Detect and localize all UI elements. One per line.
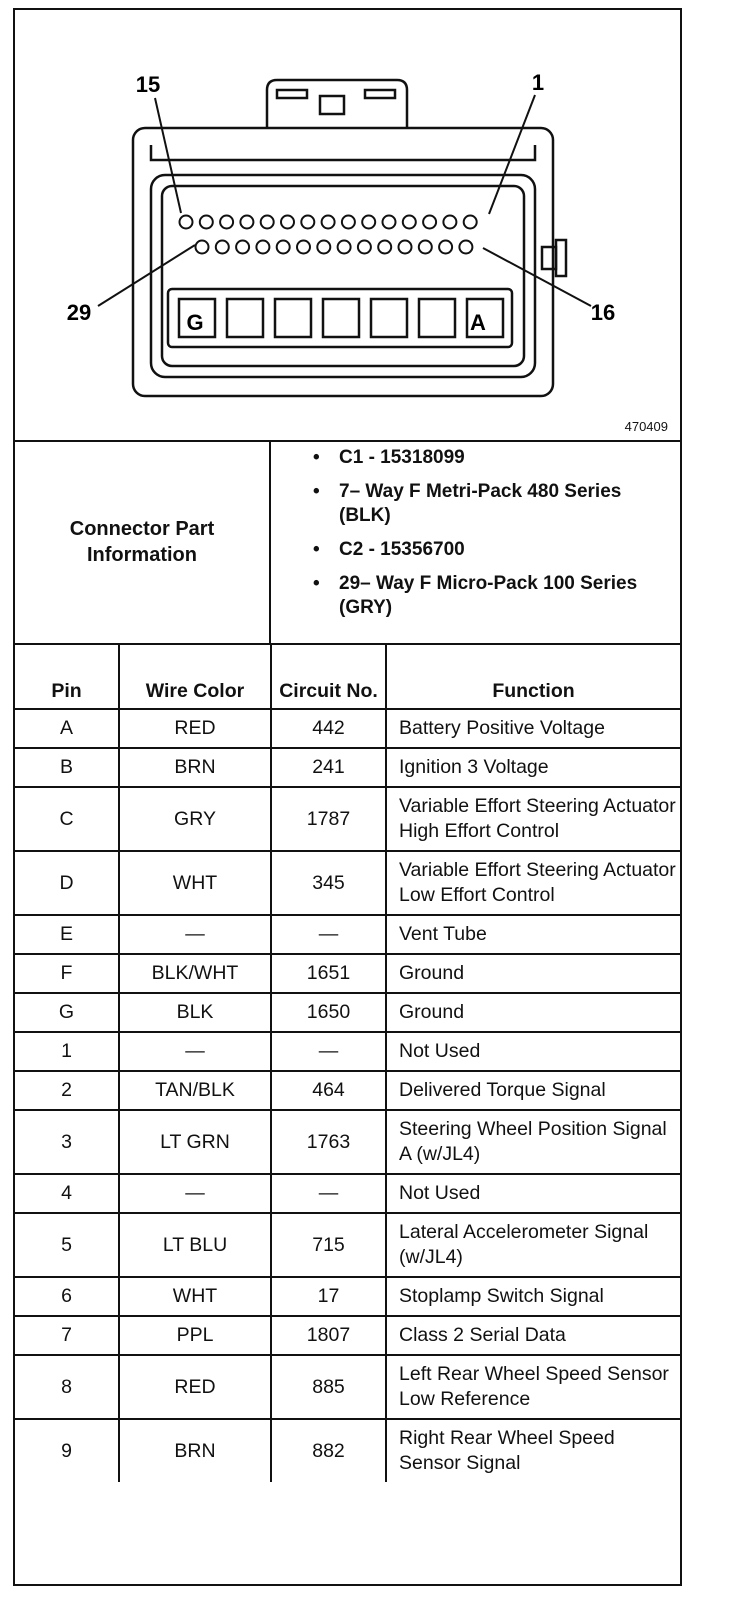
table-row xyxy=(15,1419,680,1482)
pin-hole xyxy=(378,241,391,254)
pin-hole xyxy=(342,216,355,229)
pin-hole xyxy=(236,241,249,254)
cavity xyxy=(227,299,263,337)
pinout-table xyxy=(15,643,680,1482)
leader-16 xyxy=(483,248,591,306)
cavity-block xyxy=(168,289,512,347)
cell-wire-color: RED xyxy=(119,709,271,748)
latch-center xyxy=(320,96,344,114)
leader-1 xyxy=(489,95,535,214)
header-pin: Pin xyxy=(15,643,119,709)
table-row xyxy=(15,1316,680,1355)
cell-wire-color: TAN/BLK xyxy=(119,1071,271,1110)
pin-row-bottom xyxy=(196,241,473,254)
cell-function: Stoplamp Switch Signal xyxy=(386,1277,680,1316)
pin-hole xyxy=(317,241,330,254)
cell-wire-color: WHT xyxy=(119,851,271,915)
pin-hole xyxy=(297,241,310,254)
table-row xyxy=(15,1174,680,1213)
cell-wire-color: LT BLU xyxy=(119,1213,271,1277)
table-row xyxy=(15,954,680,993)
pin-hole xyxy=(362,216,375,229)
connector-part-info xyxy=(15,440,680,645)
connector-drawing xyxy=(15,10,680,440)
cell-wire-color: GRY xyxy=(119,787,271,851)
pin-hole xyxy=(358,241,371,254)
pin-hole xyxy=(220,216,233,229)
header-function: Function xyxy=(386,643,680,709)
pin-hole xyxy=(261,216,274,229)
callout-16: 16 xyxy=(590,300,616,325)
connector-info-label: Connector Part Information xyxy=(15,440,271,643)
table-row xyxy=(15,748,680,787)
cell-function: Ignition 3 Voltage xyxy=(386,748,680,787)
cell-function: Vent Tube xyxy=(386,915,680,954)
cell-function: Delivered Torque Signal xyxy=(386,1071,680,1110)
cell-pin: F xyxy=(15,954,119,993)
cell-pin: 9 xyxy=(15,1419,119,1482)
cell-pin: 3 xyxy=(15,1110,119,1174)
connector-info-item: • 29– Way F Micro-Pack 100 Series (GRY) xyxy=(273,572,673,620)
pin-hole xyxy=(322,216,335,229)
pin-hole xyxy=(419,241,432,254)
cavity xyxy=(419,299,455,337)
cell-circuit-no: — xyxy=(271,915,386,954)
table-row xyxy=(15,709,680,748)
cell-function: Right Rear Wheel Speed Sensor Signal xyxy=(386,1419,680,1482)
pin-hole xyxy=(180,216,193,229)
pin-hole xyxy=(301,216,314,229)
callout-29: 29 xyxy=(66,300,92,325)
cell-circuit-no: 715 xyxy=(271,1213,386,1277)
connector-info-item: • C2 - 15356700 xyxy=(273,538,673,562)
cell-function: Left Rear Wheel Speed Sensor Low Reference xyxy=(386,1355,680,1419)
connector-info-item: • 7– Way F Metri-Pack 480 Series (BLK) xyxy=(273,480,673,528)
cell-circuit-no: 1807 xyxy=(271,1316,386,1355)
table-row xyxy=(15,1213,680,1277)
connector-info-list xyxy=(273,446,673,630)
cell-pin: G xyxy=(15,993,119,1032)
pin-hole xyxy=(459,241,472,254)
cell-wire-color: — xyxy=(119,915,271,954)
leader-29 xyxy=(98,245,195,306)
cell-pin: C xyxy=(15,787,119,851)
table-row xyxy=(15,787,680,851)
table-row xyxy=(15,1110,680,1174)
pin-hole xyxy=(216,241,229,254)
cell-circuit-no: 1763 xyxy=(271,1110,386,1174)
cell-pin: D xyxy=(15,851,119,915)
table-row xyxy=(15,1071,680,1110)
cavity-row xyxy=(179,299,503,337)
cell-pin: 6 xyxy=(15,1277,119,1316)
pin-hole xyxy=(403,216,416,229)
pin-hole xyxy=(399,241,412,254)
cell-circuit-no: 1650 xyxy=(271,993,386,1032)
cell-pin: B xyxy=(15,748,119,787)
cell-wire-color: BLK xyxy=(119,993,271,1032)
cell-circuit-no: 442 xyxy=(271,709,386,748)
cell-function: Class 2 Serial Data xyxy=(386,1316,680,1355)
cell-wire-color: WHT xyxy=(119,1277,271,1316)
cell-circuit-no: 1787 xyxy=(271,787,386,851)
leader-15 xyxy=(155,98,181,213)
pin-hole xyxy=(439,241,452,254)
pin-hole xyxy=(240,216,253,229)
header-wire-color: Wire Color xyxy=(119,643,271,709)
cell-wire-color: — xyxy=(119,1032,271,1071)
latch-slot-left xyxy=(277,90,307,98)
cavity-label-a: A xyxy=(470,310,486,335)
cell-circuit-no: — xyxy=(271,1174,386,1213)
cell-wire-color: PPL xyxy=(119,1316,271,1355)
pin-hole xyxy=(443,216,456,229)
cell-wire-color: — xyxy=(119,1174,271,1213)
table-row xyxy=(15,1032,680,1071)
cell-pin: E xyxy=(15,915,119,954)
connector-sheet xyxy=(13,8,682,1586)
cell-wire-color: BRN xyxy=(119,1419,271,1482)
cavity xyxy=(371,299,407,337)
cavity xyxy=(323,299,359,337)
cavity xyxy=(275,299,311,337)
cell-circuit-no: 241 xyxy=(271,748,386,787)
cell-pin: 1 xyxy=(15,1032,119,1071)
cell-circuit-no: — xyxy=(271,1032,386,1071)
cell-function: Ground xyxy=(386,954,680,993)
latch-tab xyxy=(267,80,407,128)
cell-function: Not Used xyxy=(386,1032,680,1071)
latch-slot-right xyxy=(365,90,395,98)
cell-function: Ground xyxy=(386,993,680,1032)
connector-info-item: • C1 - 15318099 xyxy=(273,446,673,470)
cell-wire-color: BLK/WHT xyxy=(119,954,271,993)
connector-body xyxy=(133,128,553,396)
pinout-rows xyxy=(15,709,680,1482)
pin-hole xyxy=(464,216,477,229)
cell-function: Variable Effort Steering Actuator High Effort Control xyxy=(386,787,680,851)
pin-hole xyxy=(277,241,290,254)
table-header-row xyxy=(15,643,680,709)
pin-hole xyxy=(338,241,351,254)
cavity-label-g: G xyxy=(186,310,204,335)
cell-function: Not Used xyxy=(386,1174,680,1213)
pin-hole xyxy=(383,216,396,229)
cell-pin: 5 xyxy=(15,1213,119,1277)
pin-row-top xyxy=(180,216,477,229)
pin-hole xyxy=(256,241,269,254)
cell-wire-color: BRN xyxy=(119,748,271,787)
cell-circuit-no: 464 xyxy=(271,1071,386,1110)
cell-wire-color: RED xyxy=(119,1355,271,1419)
pin-hole xyxy=(196,241,209,254)
table-row xyxy=(15,1355,680,1419)
figure-number: 470409 xyxy=(624,419,668,434)
cell-circuit-no: 885 xyxy=(271,1355,386,1419)
callout-1: 1 xyxy=(531,70,545,95)
cell-pin: 4 xyxy=(15,1174,119,1213)
connector-diagram xyxy=(15,10,680,442)
cell-function: Lateral Accelerometer Signal (w/JL4) xyxy=(386,1213,680,1277)
cell-circuit-no: 17 xyxy=(271,1277,386,1316)
pin-hole xyxy=(281,216,294,229)
cell-wire-color: LT GRN xyxy=(119,1110,271,1174)
callout-15: 15 xyxy=(135,72,161,97)
cell-circuit-no: 1651 xyxy=(271,954,386,993)
cell-pin: 2 xyxy=(15,1071,119,1110)
table-row xyxy=(15,993,680,1032)
table-row xyxy=(15,1277,680,1316)
cell-circuit-no: 882 xyxy=(271,1419,386,1482)
table-row xyxy=(15,851,680,915)
cell-pin: 8 xyxy=(15,1355,119,1419)
cell-function: Battery Positive Voltage xyxy=(386,709,680,748)
pin-hole xyxy=(423,216,436,229)
cell-function: Steering Wheel Position Signal A (w/JL4) xyxy=(386,1110,680,1174)
cell-circuit-no: 345 xyxy=(271,851,386,915)
header-circuit-no: Circuit No. xyxy=(271,643,386,709)
table-row xyxy=(15,915,680,954)
cell-pin: A xyxy=(15,709,119,748)
cell-pin: 7 xyxy=(15,1316,119,1355)
cell-function: Variable Effort Steering Actuator Low Effort Control xyxy=(386,851,680,915)
pin-hole xyxy=(200,216,213,229)
